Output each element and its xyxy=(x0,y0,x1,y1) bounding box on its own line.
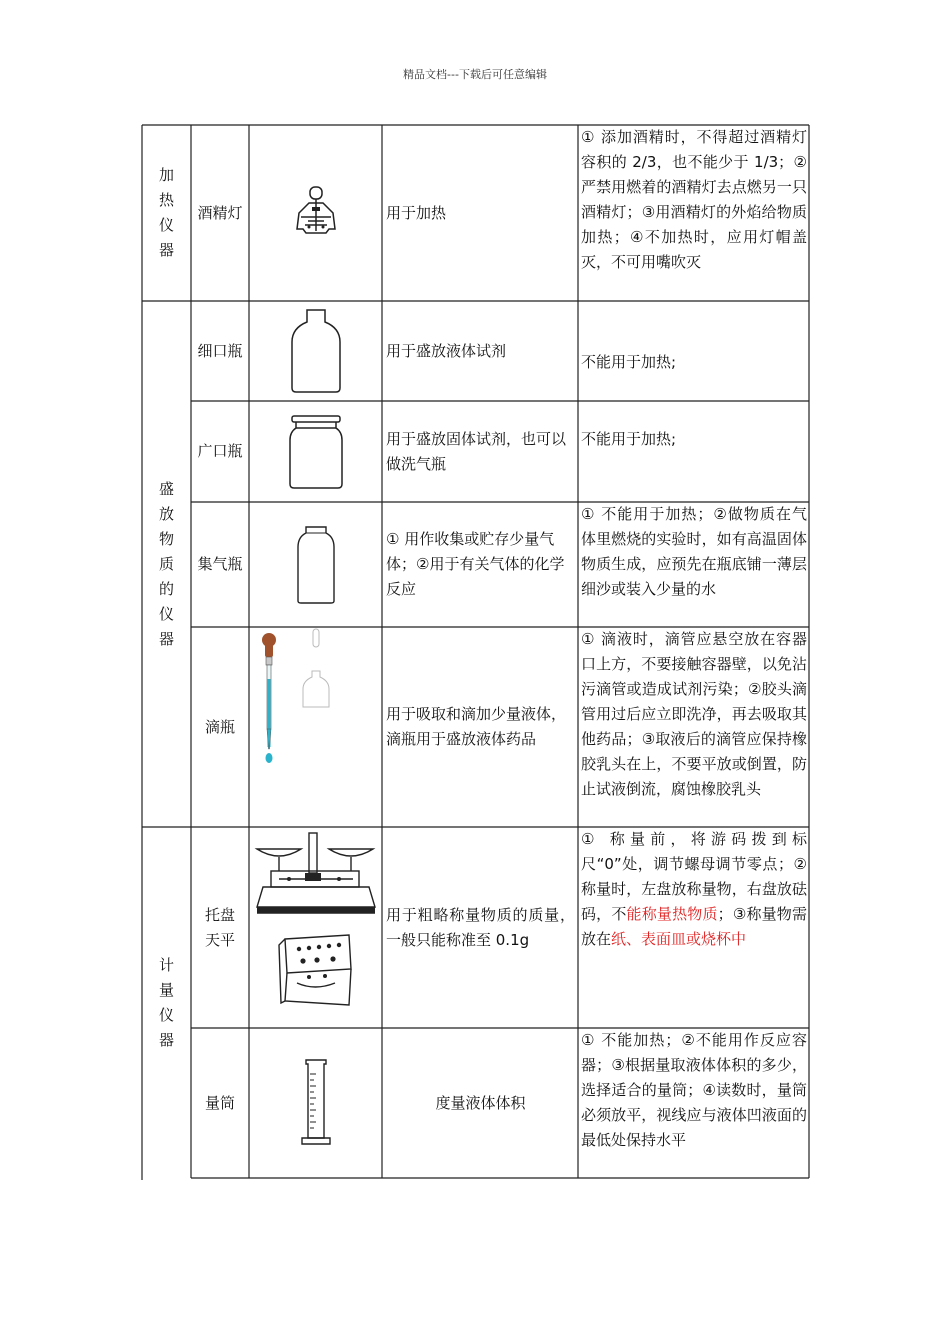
note-text: 不能用于加热; xyxy=(581,353,677,371)
usage-text: 用于吸取和滴加少量液体，滴瓶用于盛放液体药品 xyxy=(386,705,567,748)
row-balance-name xyxy=(191,827,249,1028)
note-text: ① 称量前，将游码拨到标尺“0”处，调节螺母调节零点；②称量时，左盘放称量物，右盘放砝码，不 xyxy=(581,830,807,923)
category-measuring-label: 计 量 仪 器 xyxy=(158,955,174,1049)
category-heating-label: 加 热 仪 器 xyxy=(158,166,174,259)
note-text: 不能用于加热; xyxy=(581,430,677,448)
note-text: ；③称量物需放在 xyxy=(581,905,807,948)
row-dropper-bottle-use xyxy=(382,627,578,827)
note-text: ① 添加酒精时，不得超过酒精灯容积的 2/3，也不能少于 1/3；②严禁用燃着的酒精灯去点燃另一只酒精灯；③用酒精灯的外焰给物质加热；④不加热时，应用灯帽盖灭，不可用嘴吹灭 xyxy=(581,128,807,271)
instrument-name: 量筒 xyxy=(204,1093,235,1112)
instrument-name: 滴瓶 xyxy=(204,717,235,736)
row-cylinder-image xyxy=(249,1028,382,1178)
graduated-cylinder-icon xyxy=(298,1058,334,1148)
note-text: ① 不能加热；②不能用作反应容器；③根据量取液体体积的多少，选择适合的量筒；④读数时，量筒必须放平，视线应与液体凹液面的最低处保持水平 xyxy=(581,1031,807,1149)
instrument-name: 酒精灯 xyxy=(197,203,243,222)
row-cylinder-use xyxy=(382,1028,578,1178)
row-alcohol-lamp-image xyxy=(249,125,382,301)
alcohol-lamp-icon xyxy=(291,183,341,243)
narrow-mouth-bottle-icon xyxy=(286,306,346,396)
instrument-name: 托盘 天平 xyxy=(204,905,235,949)
row-alcohol-lamp-name xyxy=(191,125,249,301)
dropper-icon xyxy=(249,627,382,827)
page-header: 精品文档---下载后可任意编辑 xyxy=(403,68,547,81)
row-balance-use xyxy=(382,827,578,1028)
category-measuring xyxy=(142,827,191,1178)
category-storage xyxy=(142,301,191,827)
usage-text: 度量液体体积 xyxy=(435,1093,526,1112)
usage-text: 用于加热 xyxy=(386,203,447,222)
balance-icon xyxy=(249,827,382,1028)
row-balance-image xyxy=(249,827,382,1028)
note-warning-text: 纸、表面皿或烧杯中 xyxy=(611,930,747,948)
category-storage-label: 盛 放 物 质 的 仪 器 xyxy=(158,479,174,648)
row-narrow-bottle-image xyxy=(249,301,382,401)
wide-mouth-bottle-icon xyxy=(286,412,346,492)
usage-text: 用于粗略称量物质的质量，一般只能称准至 0.1g xyxy=(386,905,575,949)
row-dropper-bottle-name xyxy=(191,627,249,827)
row-wide-bottle-image xyxy=(249,401,382,502)
row-wide-bottle-note xyxy=(578,401,809,502)
row-gas-bottle-name xyxy=(191,502,249,627)
row-gas-bottle-image xyxy=(249,502,382,627)
row-cylinder-note xyxy=(578,1028,809,1178)
note-warning-text: 能称量热物质 xyxy=(626,905,718,923)
row-narrow-bottle-name xyxy=(191,301,249,401)
row-cylinder-name xyxy=(191,1028,249,1178)
row-narrow-bottle-use xyxy=(382,301,578,401)
row-alcohol-lamp-use xyxy=(382,125,578,301)
row-wide-bottle-name xyxy=(191,401,249,502)
row-gas-bottle-note xyxy=(578,502,809,627)
usage-text: ① 用作收集或贮存少量气体；②用于有关气体的化学反应 xyxy=(386,530,565,598)
row-balance-note xyxy=(578,827,809,1028)
row-gas-bottle-use xyxy=(382,502,578,627)
row-wide-bottle-use xyxy=(382,401,578,502)
gas-collecting-bottle-icon xyxy=(294,523,338,607)
instrument-name: 广口瓶 xyxy=(197,442,243,460)
row-dropper-bottle-note xyxy=(578,627,809,827)
usage-text: 用于盛放固体试剂，也可以做洗气瓶 xyxy=(386,429,567,473)
instrument-name: 细口瓶 xyxy=(197,341,243,360)
category-heating xyxy=(142,125,191,301)
note-text: ① 不能用于加热；②做物质在气体里燃烧的实验时，如有高温固体物质生成，应预先在瓶底铺一薄层细沙或装入少量的水 xyxy=(581,505,807,598)
row-dropper-bottle-image xyxy=(249,627,382,827)
instrument-name: 集气瓶 xyxy=(197,555,243,573)
row-narrow-bottle-note xyxy=(578,301,809,401)
note-text: ① 滴液时，滴管应悬空放在容器口上方，不要接触容器壁，以免沾污滴管或造成试剂污染；②胶头滴管用过后应立即洗净，再去吸取其他药品；③取液后的滴管应保持橡胶乳头在上，不要平放或倒置，防止试液倒流，腐蚀橡胶乳头 xyxy=(581,630,807,798)
row-alcohol-lamp-note xyxy=(578,125,809,301)
usage-text: 用于盛放液体试剂 xyxy=(386,341,507,360)
